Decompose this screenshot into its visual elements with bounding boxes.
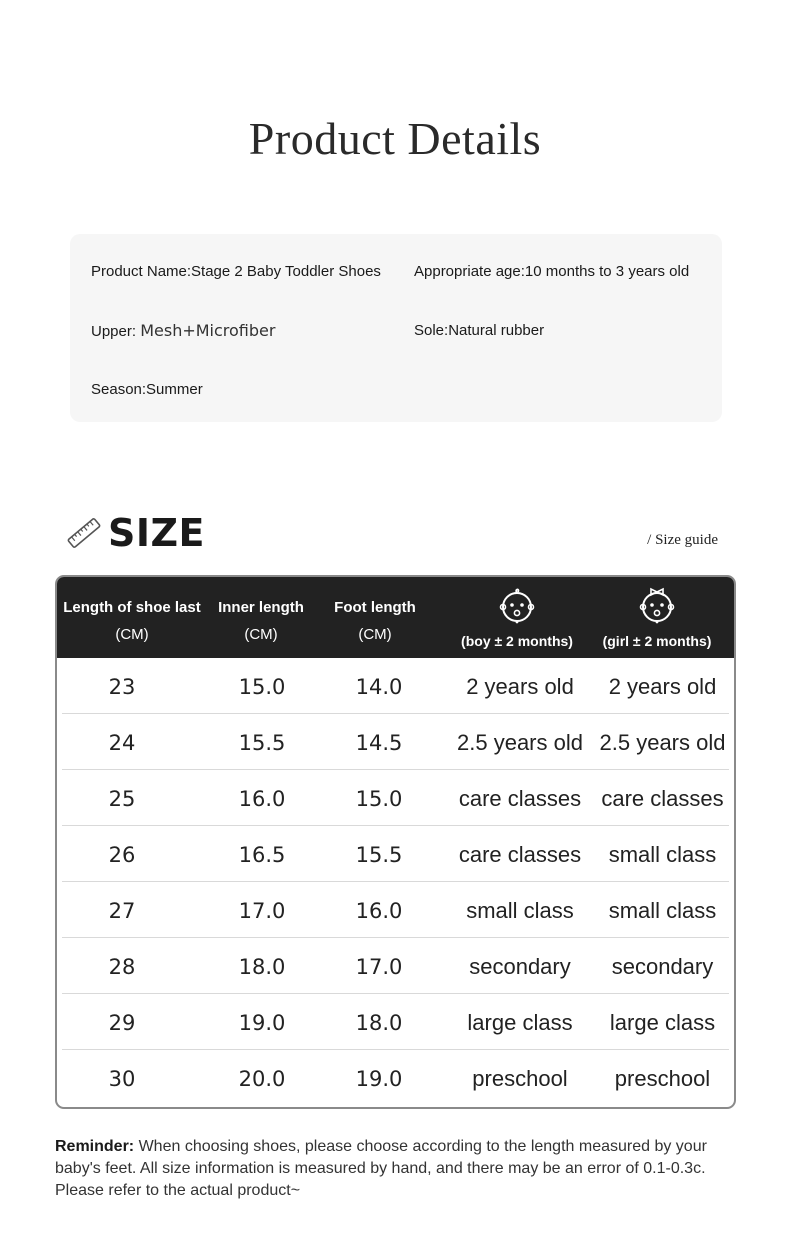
cell-girl-age: 2.5 years old	[599, 730, 726, 755]
detail-value: Mesh+Microfiber	[140, 321, 276, 340]
page-title: Product Details	[248, 113, 542, 164]
detail-value: Summer	[146, 381, 203, 398]
cell-inner-length: 16.0	[238, 787, 286, 811]
cell-boy-age: 2.5 years old	[457, 730, 583, 755]
reminder-note	[55, 1136, 745, 1202]
table-header	[57, 577, 734, 658]
header-unit: (CM)	[358, 626, 392, 643]
header-foot-length	[315, 577, 435, 658]
header-shoe-last	[57, 577, 207, 658]
cell-shoe-last: 26	[108, 843, 136, 867]
detail-sole	[414, 322, 544, 339]
cell-shoe-last: 29	[108, 1011, 136, 1035]
detail-value: Stage 2 Baby Toddler Shoes	[191, 263, 381, 280]
cell-shoe-last: 24	[108, 731, 136, 755]
table-row	[57, 770, 734, 826]
cell-shoe-last: 28	[108, 955, 136, 979]
table-row	[57, 938, 734, 994]
detail-label: Upper:	[91, 323, 141, 340]
size-title: SIZE	[108, 511, 206, 555]
header-boy-age	[452, 577, 582, 658]
cell-girl-age: small class	[608, 898, 717, 923]
cell-foot-length: 16.0	[355, 899, 403, 923]
detail-value: Natural rubber	[448, 322, 545, 339]
cell-boy-age: preschool	[472, 1066, 568, 1091]
cell-girl-age: secondary	[611, 954, 714, 979]
cell-boy-age: care classes	[458, 842, 582, 867]
cell-boy-age: large class	[467, 1010, 573, 1035]
reminder-label: Reminder:	[55, 1138, 135, 1155]
cell-shoe-last: 23	[108, 675, 136, 699]
cell-girl-age: small class	[608, 842, 717, 867]
table-row	[57, 826, 734, 882]
header-girl-age	[582, 577, 732, 658]
ruler-icon	[66, 515, 102, 551]
header-title: (boy ± 2 months)	[461, 633, 573, 649]
cell-inner-length: 19.0	[238, 1011, 286, 1035]
cell-shoe-last: 25	[108, 787, 136, 811]
header-title: Length of shoe last	[63, 599, 201, 616]
cell-inner-length: 16.5	[238, 843, 286, 867]
size-heading	[66, 510, 205, 556]
cell-inner-length: 15.0	[238, 675, 286, 699]
cell-foot-length: 14.0	[355, 675, 403, 699]
header-title: (girl ± 2 months)	[602, 633, 712, 649]
cell-boy-age: small class	[466, 898, 574, 923]
cell-inner-length: 20.0	[238, 1067, 286, 1091]
header-title: Inner length	[218, 599, 304, 616]
detail-label: Season:	[91, 381, 147, 398]
baby-girl-icon	[637, 586, 677, 626]
table-row	[57, 714, 734, 770]
cell-girl-age: 2 years old	[608, 674, 717, 699]
detail-product-name	[91, 263, 381, 280]
cell-foot-length: 15.5	[355, 843, 403, 867]
cell-foot-length: 15.0	[355, 787, 403, 811]
detail-value: 10 months to 3 years old	[524, 263, 690, 280]
cell-girl-age: preschool	[614, 1066, 711, 1091]
header-title: Foot length	[334, 599, 416, 616]
cell-shoe-last: 30	[108, 1067, 136, 1091]
detail-upper	[91, 321, 275, 340]
size-guide-label: / Size guide	[647, 532, 718, 548]
detail-label: Sole:	[414, 322, 449, 339]
cell-shoe-last: 27	[108, 899, 136, 923]
cell-foot-length: 17.0	[355, 955, 403, 979]
header-unit: (CM)	[115, 626, 149, 643]
header-inner-length	[207, 577, 315, 658]
table-body	[57, 658, 734, 1106]
cell-foot-length: 14.5	[355, 731, 403, 755]
cell-boy-age: 2 years old	[466, 674, 574, 699]
cell-inner-length: 15.5	[238, 731, 286, 755]
cell-girl-age: care classes	[601, 786, 724, 811]
detail-label: Appropriate age:	[414, 263, 525, 280]
detail-season	[91, 381, 203, 398]
cell-boy-age: care classes	[458, 786, 582, 811]
cell-boy-age: secondary	[469, 954, 571, 979]
baby-boy-icon	[497, 586, 537, 626]
cell-inner-length: 18.0	[238, 955, 286, 979]
reminder-text: When choosing shoes, please choose according to the length measured by your baby's feet. All size information is measured by hand, and there may be an error of 0.1-0.3c. Please refer to the actual product~	[55, 1138, 707, 1199]
table-row	[57, 994, 734, 1050]
cell-girl-age: large class	[609, 1010, 716, 1035]
table-row	[57, 658, 734, 714]
table-row	[57, 1050, 734, 1106]
size-table	[55, 575, 736, 1109]
detail-label: Product Name:	[91, 263, 192, 280]
cell-foot-length: 18.0	[355, 1011, 403, 1035]
table-row	[57, 882, 734, 938]
detail-age	[414, 263, 689, 280]
cell-inner-length: 17.0	[238, 899, 286, 923]
cell-foot-length: 19.0	[355, 1067, 403, 1091]
header-unit: (CM)	[244, 626, 278, 643]
product-details-panel	[70, 234, 722, 422]
